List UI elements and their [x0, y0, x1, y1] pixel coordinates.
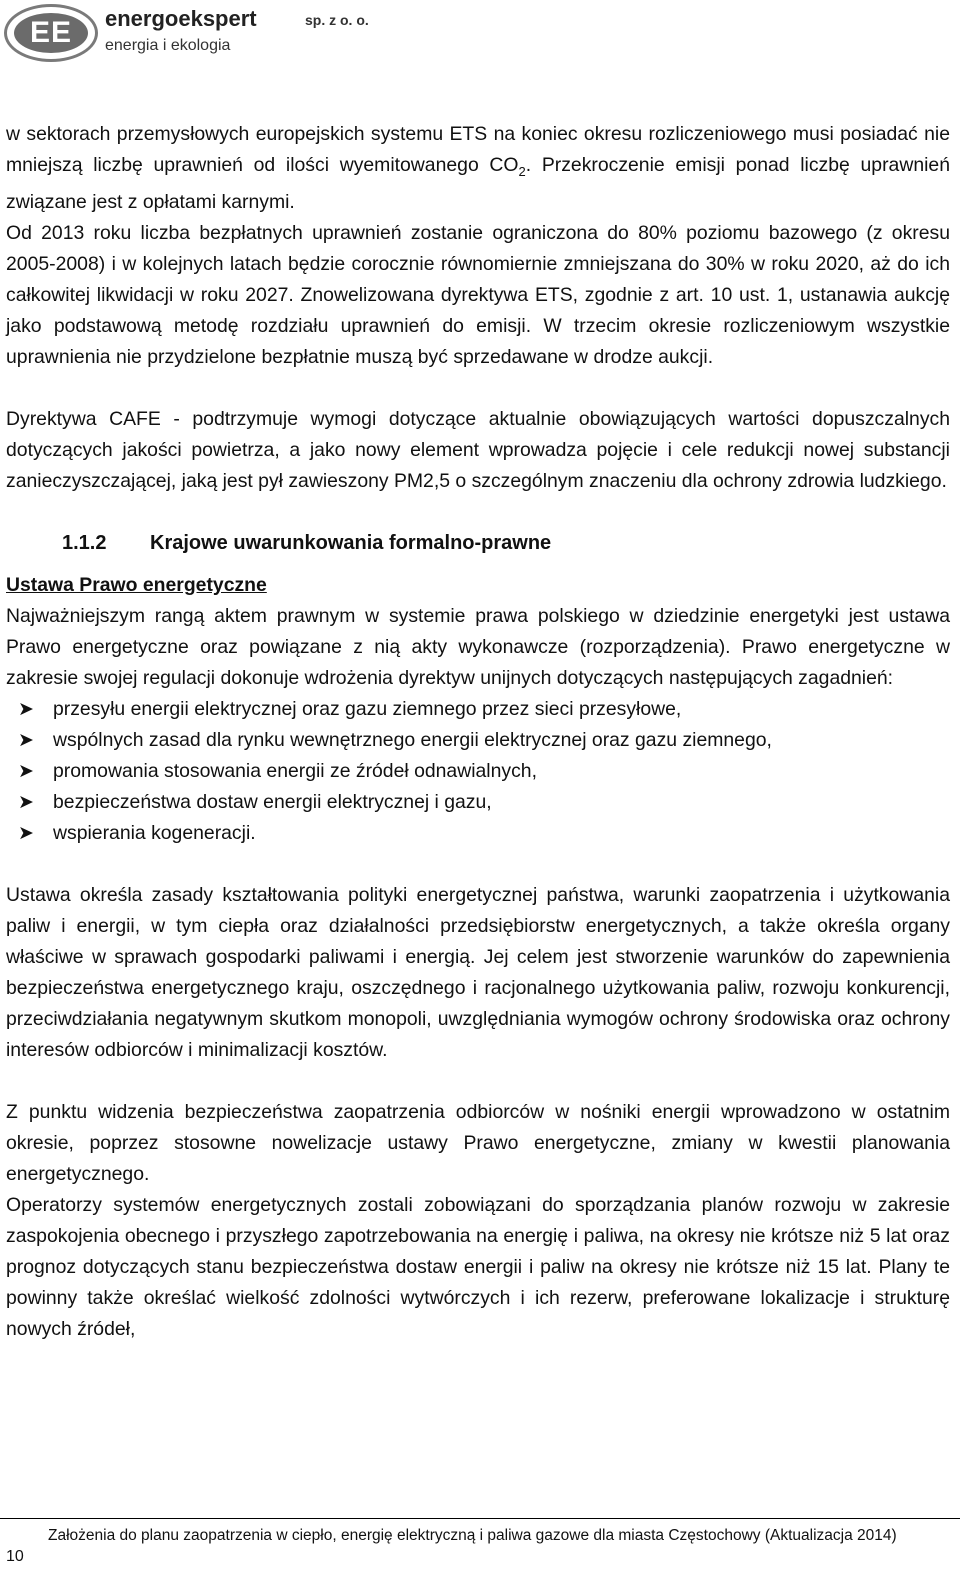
- section-number: 1.1.2: [62, 531, 107, 554]
- section-heading: [6, 528, 950, 559]
- paragraph-law-scope: Ustawa określa zasady kształtowania polityki energetycznej państwa, warunki zaopatrzenia i użytkowania paliw i energii, w tym ciepła oraz działalności przedsiębiorstw energetycznych, a także określa organy właściwe w sprawach gospodarki paliwami i energią. Jej celem jest stworzenie warunków do zapewnienia bezpieczeństwa energetycznego kraju, oszczędnego i racjonalnego użytkowania paliw, rozwoju konkurencji, przeciwdziałania negatywnym skutkom monopoli, uwzględniania wymogów ochrony środowiska oraz ochrony interesów odbiorców i minimalizacji kosztów.: [6, 883, 950, 1061]
- arrow-bullet-icon: ➤: [18, 791, 34, 813]
- brand-tagline: energia i ekologia: [105, 37, 231, 54]
- arrow-bullet-icon: ➤: [18, 822, 34, 844]
- paragraph-operators: Operatorzy systemów energetycznych zostali zobowiązani do sporządzania planów rozwoju w zakresie zaspokojenia obecnego i przyszłego zapotrzebowania na energię i paliwa, na okresy nie krótsze niż 5 lat oraz prognoz dotyczących stanu bezpieczeństwa dostaw energii i paliw na okresy nie krótsze niż 15 lat. Plany te powinny także określać wielkość zdolności wytwórczych i ich rezerw, preferowane lokalizacje i strukturę nowych źródeł,: [6, 1193, 950, 1340]
- paragraph-security: Z punktu widzenia bezpieczeństwa zaopatrzenia odbiorców w nośniki energii wprowadzono w ostatnim okresie, poprzez stosowne nowelizacje ustawy Prawo energetyczne, zmiany w kwestii planowania energetycznego.: [6, 1100, 950, 1185]
- co2-subscript: 2: [518, 163, 526, 179]
- paragraph-ets-text-1: w sektorach przemysłowych europejskich systemu ETS na koniec okresu rozliczeniowego musi posiadać nie mniejszą liczbę uprawnień od ilości wyemitowanego CO: [6, 123, 950, 176]
- arrow-bullet-icon: ➤: [18, 729, 34, 751]
- brand-name: energoekspert: [105, 6, 257, 31]
- company-type: sp. z o. o.: [305, 12, 369, 28]
- arrow-bullet-icon: ➤: [18, 760, 34, 782]
- list-item: ➤ promowania stosowania energii ze źródeł odnawialnych,: [6, 756, 950, 787]
- document-body: [6, 119, 950, 1345]
- list-item: ➤ wspólnych zasad dla rynku wewnętrznego energii elektrycznej oraz gazu ziemnego,: [6, 725, 950, 756]
- company-logo: [4, 4, 98, 62]
- list-item: ➤ bezpieczeństwa dostaw energii elektrycznej i gazu,: [6, 787, 950, 818]
- paragraph-ets: [6, 119, 950, 218]
- paragraph-ets-text-2: . Przekroczenie emisji ponad liczbę uprawnień związane jest z opłatami karnymi.: [6, 154, 950, 213]
- directive-topics-list: [6, 694, 950, 849]
- paragraph-cafe: Dyrektywa CAFE - podtrzymuje wymogi dotyczące aktualnie obowiązujących wartości dopuszczalnych dotyczących jakości powietrza, a jako nowy element wprowadza pojęcie i cele redukcji nowej substancji zanieczyszczającej, jaką jest pył zawieszony PM2,5 o szczególnym znaczeniu dla ochrony zdrowia ludzkiego.: [6, 407, 950, 492]
- footer-divider: [0, 1518, 960, 1519]
- paragraph-energy-law: Najważniejszym rangą aktem prawnym w systemie prawa polskiego w dziedzinie energetyki jest ustawa Prawo energetyczne oraz powiązane z nią akty wykonawcze (rozporządzenia). Prawo energetyczne w zakresie swojej regulacji dokonuje wdrożenia dyrektyw unijnych dotyczących następujących zagadnień:: [6, 604, 950, 689]
- page-header: [0, 0, 960, 66]
- list-item: ➤ wspierania kogeneracji.: [6, 818, 950, 849]
- arrow-bullet-icon: ➤: [18, 698, 34, 720]
- footer-title: Założenia do planu zaopatrzenia w ciepło, energię elektryczną i paliwa gazowe dla miasta Częstochowy (Aktualizacja 2014): [48, 1527, 897, 1544]
- subheading-energy-law: Ustawa Prawo energetyczne: [6, 573, 267, 596]
- logo-mark: EE: [14, 13, 88, 53]
- page-number: 10: [6, 1548, 24, 1565]
- paragraph-ets-allowances: Od 2013 roku liczba bezpłatnych uprawnień zostanie ograniczona do 80% poziomu bazowego (z okresu 2005-2008) i w kolejnych latach będzie corocznie równomiernie zmniejszana do 30% w roku 2020, aż do ich całkowitej likwidacji w roku 2027. Znowelizowana dyrektywa ETS, zgodnie z art. 10 ust. 1, ustanawia aukcję jako podstawową metodę rozdziału uprawnień do emisji. W trzecim okresie rozliczeniowym wszystkie uprawnienia nie przydzielone bezpłatnie muszą być sprzedawane w drodze aukcji.: [6, 221, 950, 368]
- section-title: Krajowe uwarunkowania formalno-prawne: [150, 531, 552, 554]
- list-item: ➤ przesyłu energii elektrycznej oraz gazu ziemnego przez sieci przesyłowe,: [6, 694, 950, 725]
